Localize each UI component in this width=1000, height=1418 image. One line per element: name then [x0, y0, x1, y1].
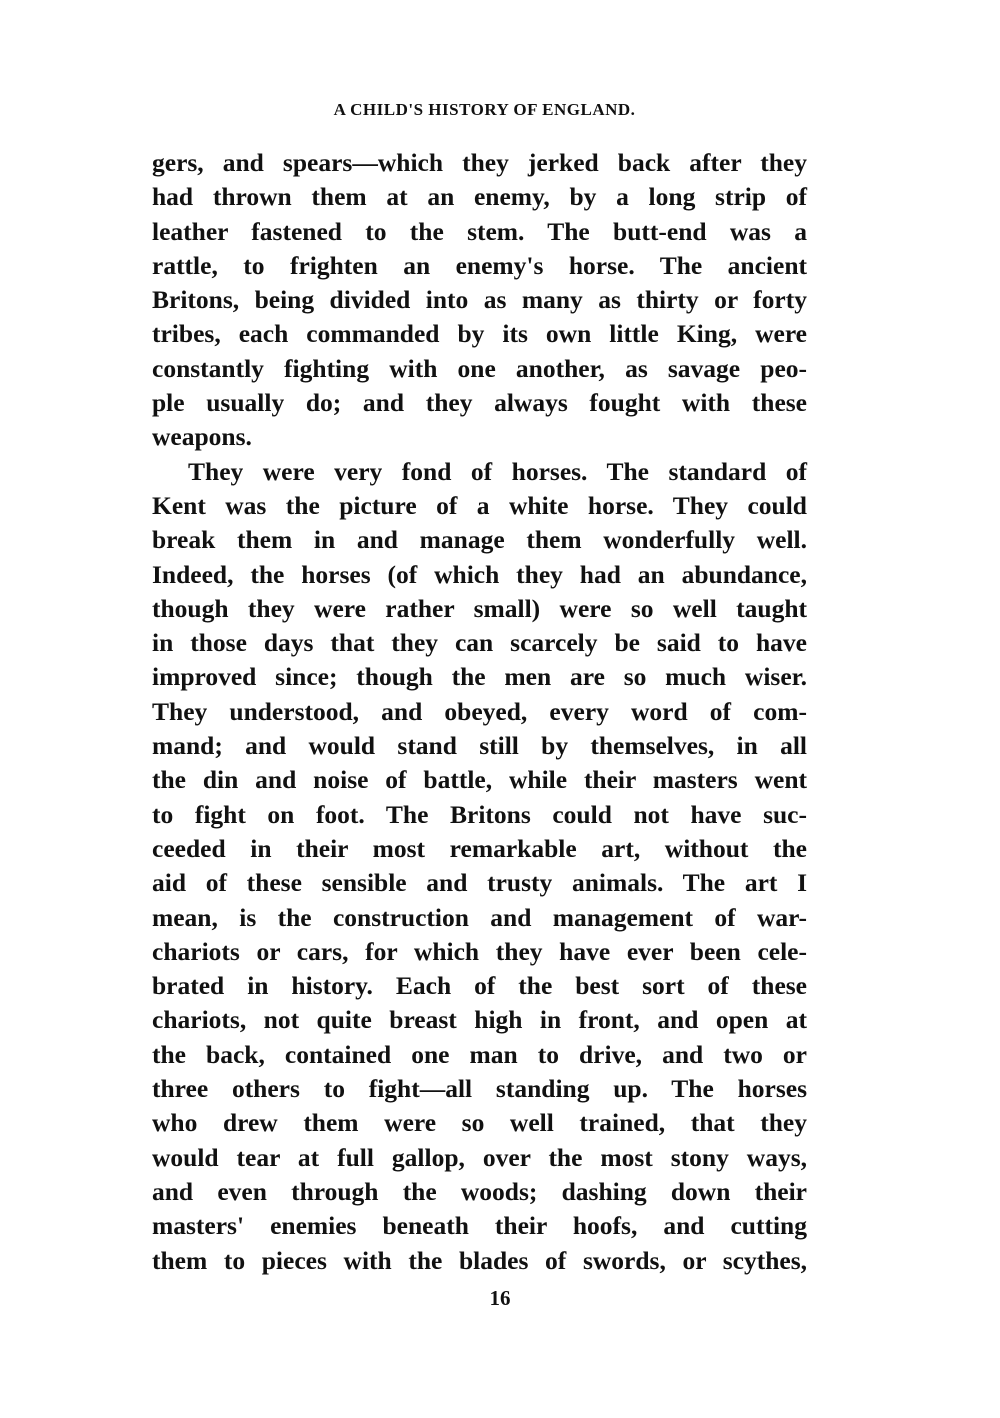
text-line: They were very fond of horses. The standard of: [188, 456, 807, 486]
text-line: break them in and manage them wonderfully well.: [152, 525, 807, 555]
paragraph-1: [152, 146, 807, 455]
text-line: improved since; though the men are so much wiser.: [152, 662, 807, 692]
page-number: 16: [489, 1286, 511, 1310]
text-line: aid of these sensible and trusty animals. The art I: [152, 868, 807, 898]
text-line: Kent was the picture of a white horse. They could: [152, 490, 807, 520]
text-line: who drew them were so well trained, that they: [152, 1108, 807, 1138]
text-line: and even through the woods; dashing down their: [152, 1176, 807, 1206]
text-line: three others to fight—all standing up. The horses: [152, 1074, 807, 1104]
text-line: chariots, not quite breast high in front, and open at: [152, 1005, 807, 1035]
text-line: gers, and spears—which they jerked back after they: [152, 148, 807, 177]
text-line: tribes, each commanded by its own little King, were: [152, 319, 807, 349]
text-line: constantly fighting with one another, as savage peo-: [152, 353, 807, 383]
text-line: masters' enemies beneath their hoofs, and cutting: [152, 1211, 807, 1241]
running-header: A CHILD'S HISTORY OF ENGLAND.: [333, 100, 636, 119]
text-line: though they were rather small) were so well taught: [152, 593, 807, 623]
text-line: the back, contained one man to drive, and two or: [152, 1039, 807, 1069]
text-line: chariots or cars, for which they have ever been cele-: [152, 936, 807, 966]
text-line: them to pieces with the blades of swords, or scythes,: [152, 1245, 807, 1275]
text-line: ceeded in their most remarkable art, without the: [152, 833, 807, 863]
text-line: weapons.: [152, 422, 252, 452]
text-line: in those days that they can scarcely be said to have: [152, 628, 807, 658]
text-line: mand; and would stand still by themselves, in all: [152, 731, 807, 761]
text-line: the din and noise of battle, while their masters went: [152, 765, 807, 795]
text-line: to fight on foot. The Britons could not have suc-: [152, 799, 807, 829]
book-page: [152, 100, 807, 1278]
text-line: leather fastened to the stem. The butt-end was a: [152, 216, 807, 246]
text-line: Britons, being divided into as many as thirty or forty: [152, 285, 807, 315]
text-line: brated in history. Each of the best sort of these: [152, 971, 807, 1001]
paragraph-2: [152, 455, 807, 1278]
text-line: They understood, and obeyed, every word of com-: [152, 696, 807, 726]
text-line: Indeed, the horses (of which they had an abundance,: [152, 559, 807, 589]
text-line: had thrown them at an enemy, by a long strip of: [152, 182, 807, 212]
text-line: would tear at full gallop, over the most stony ways,: [152, 1142, 807, 1172]
text-line: rattle, to frighten an enemy's horse. The ancient: [152, 250, 807, 280]
body-text: [152, 146, 807, 1278]
text-line: ple usually do; and they always fought with these: [152, 388, 807, 418]
text-line: mean, is the construction and management of war-: [152, 902, 807, 932]
